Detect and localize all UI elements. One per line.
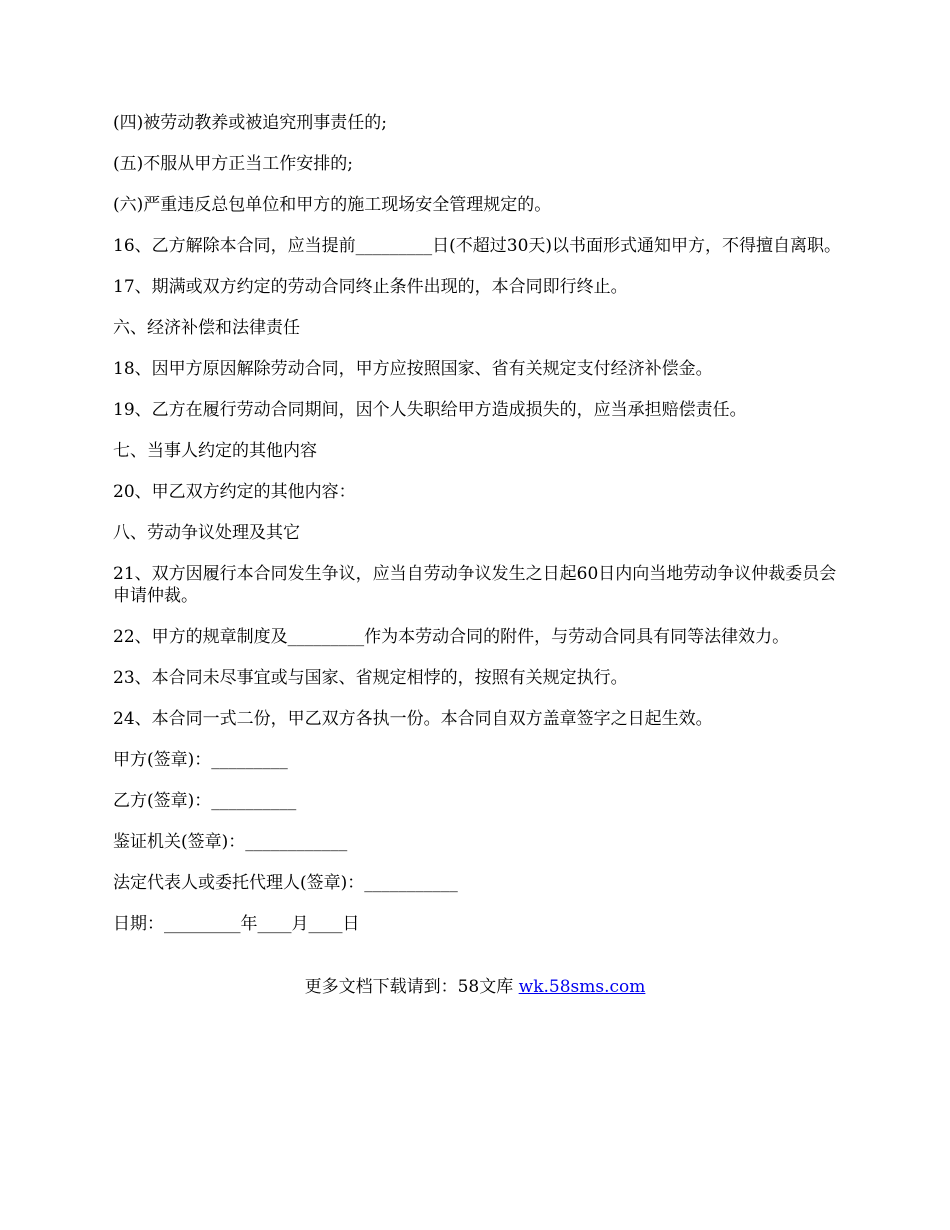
footer-download-note (0, 976, 950, 998)
footer-prefix-text: 更多文档下载请到：58文库 (304, 977, 519, 997)
article-21: 21、双方因履行本合同发生争议，应当自劳动争议发生之日起60日内向当地劳动争议仲裁委员会申请仲裁。 (113, 564, 837, 606)
article-20: 20、甲乙双方约定的其他内容： (113, 482, 356, 502)
article-16: 16、乙方解除本合同，应当提前_________日(不超过30天)以书面形式通知甲方，不得擅自离职。 (113, 236, 842, 256)
date-line: 日期：_________年____月____日 (113, 914, 360, 934)
clause-6-text: (六)严重违反总包单位和甲方的施工现场安全管理规定的。 (113, 195, 552, 215)
section-heading-7: 七、当事人约定的其他内容 (113, 441, 317, 461)
party-a-signature-line: 甲方(签章)：_________ (113, 750, 288, 770)
document-body (113, 112, 843, 954)
clause-4-text: (四)被劳动教养或被追究刑事责任的; (113, 113, 387, 133)
section-heading-8: 八、劳动争议处理及其它 (113, 523, 300, 543)
clause-5-text: (五)不服从甲方正当工作安排的; (113, 154, 353, 174)
article-19: 19、乙方在履行劳动合同期间，因个人失职给甲方造成损失的，应当承担赔偿责任。 (113, 400, 747, 420)
article-23: 23、本合同未尽事宜或与国家、省规定相悖的，按照有关规定执行。 (113, 668, 628, 688)
article-17: 17、期满或双方约定的劳动合同终止条件出现的，本合同即行终止。 (113, 277, 628, 297)
party-b-signature-line: 乙方(签章)：__________ (113, 791, 297, 811)
article-24: 24、本合同一式二份，甲乙双方各执一份。本合同自双方盖章签字之日起生效。 (113, 709, 713, 729)
legal-representative-signature-line: 法定代表人或委托代理人(签章)：___________ (113, 873, 458, 893)
section-heading-6: 六、经济补偿和法律责任 (113, 318, 300, 338)
witness-authority-signature-line: 鉴证机关(签章)：____________ (113, 832, 348, 852)
footer-site-link[interactable]: wk.58sms.com (518, 977, 646, 997)
article-22: 22、甲方的规章制度及_________作为本劳动合同的附件，与劳动合同具有同等法律效力。 (113, 627, 790, 647)
article-18: 18、因甲方原因解除劳动合同，甲方应按照国家、省有关规定支付经济补偿金。 (113, 359, 713, 379)
